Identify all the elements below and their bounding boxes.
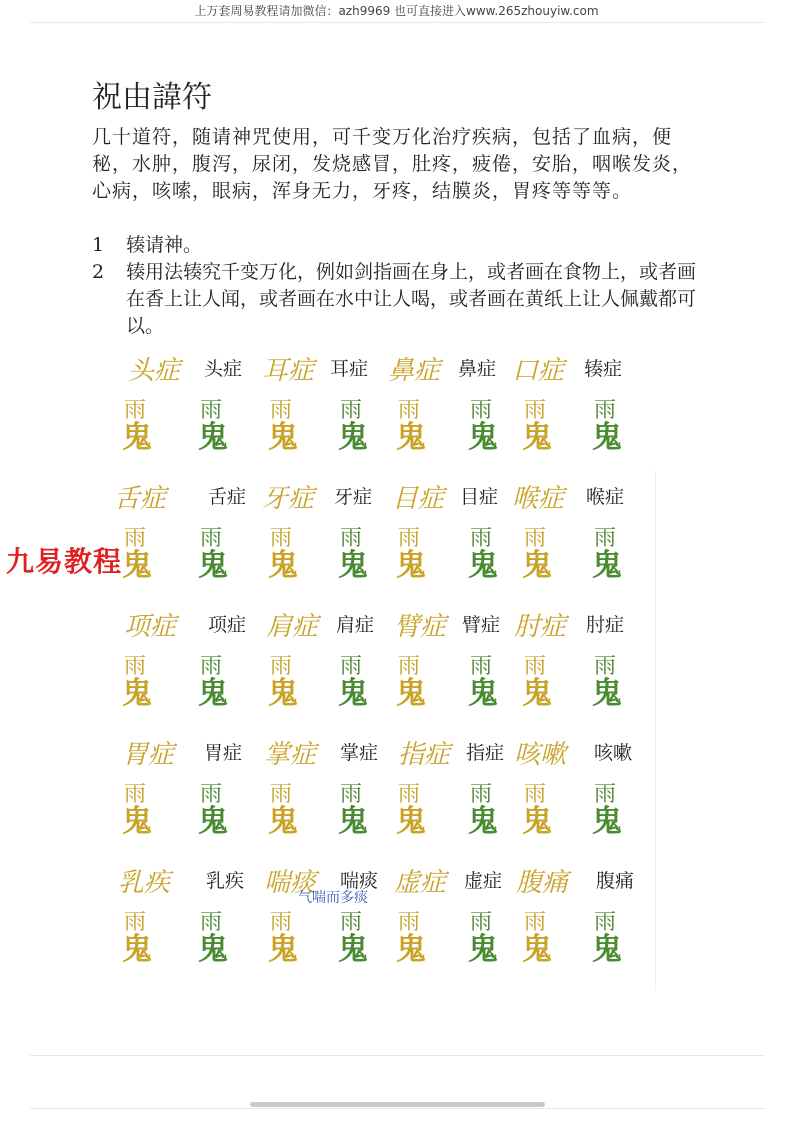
plain-label: 咳嗽 (594, 742, 633, 764)
talisman-glyph: 雨 鬼 (396, 782, 426, 839)
talisman-glyph: 雨 鬼 (338, 526, 368, 583)
charm-strip (110, 656, 655, 732)
plain-label: 耳症 (330, 358, 369, 380)
talisman-glyph: 雨 鬼 (122, 398, 152, 455)
list-item (92, 232, 707, 259)
talisman-glyph: 雨 鬼 (468, 398, 498, 455)
script-label: 头症 (128, 356, 181, 386)
list-text: 辏用法辏究千变万化，例如剑指画在身上，或者画在食物上，或者画在香上让人闻，或者画在水中让人喝，或者画在黄纸上让人佩戴都可以。 (126, 261, 697, 337)
talisman-glyph: 雨 鬼 (522, 782, 552, 839)
script-label: 指症 (398, 740, 451, 770)
script-label: 胃症 (122, 740, 175, 770)
talisman-glyph: 雨 鬼 (268, 398, 298, 455)
talisman-glyph: 雨 鬼 (198, 910, 228, 967)
talisman-glyph: 雨 鬼 (468, 526, 498, 583)
list-number: 1 (92, 234, 105, 256)
talisman-glyph: 雨 鬼 (592, 654, 622, 711)
list-number: 2 (92, 261, 105, 283)
talisman-glyph: 雨 鬼 (122, 782, 152, 839)
script-label: 耳症 (262, 356, 315, 386)
talisman-row (110, 604, 655, 732)
charm-strip (110, 784, 655, 860)
plain-label: 虚症 (464, 870, 503, 892)
divider (30, 1108, 765, 1109)
plain-label: 项症 (208, 614, 247, 636)
talisman-grid (110, 348, 655, 988)
talisman-glyph: 雨 鬼 (198, 398, 228, 455)
plain-label: 喘痰 (340, 870, 379, 892)
plain-label: 头症 (204, 358, 243, 380)
talisman-glyph: 雨 鬼 (396, 398, 426, 455)
talisman-glyph: 雨 鬼 (592, 782, 622, 839)
intro-paragraph: 几十道符，随请神咒使用，可千变万化治疗疾病，包括了血病，便秘，水肿，腹泻，尿闭，发烧感冒，肚疼，疲倦，安胎，咽喉发炎，心病，咳嗦，眼病，浑身无力，牙疼，结膜炎，胃疼等等等。 (92, 126, 693, 202)
plain-label: 肘症 (586, 614, 625, 636)
usage-list (92, 232, 707, 340)
talisman-row (110, 732, 655, 860)
script-label: 口症 (512, 356, 565, 386)
talisman-glyph: 雨 鬼 (338, 398, 368, 455)
plain-label: 鼻症 (458, 358, 497, 380)
script-label: 腹痛 (516, 868, 569, 898)
charm-strip (110, 912, 655, 988)
script-label: 肘症 (514, 612, 567, 642)
talisman-glyph: 雨 鬼 (198, 654, 228, 711)
plain-label: 腹痛 (596, 870, 635, 892)
talisman-glyph: 雨 鬼 (122, 526, 152, 583)
talisman-glyph: 雨 鬼 (268, 526, 298, 583)
talisman-glyph: 雨 鬼 (396, 910, 426, 967)
talisman-glyph: 雨 鬼 (268, 910, 298, 967)
charm-strip (110, 400, 655, 476)
list-item (92, 259, 707, 340)
talisman-glyph: 雨 鬼 (268, 782, 298, 839)
plain-label: 目症 (460, 486, 499, 508)
plain-label: 辏症 (584, 358, 623, 380)
talisman-glyph: 雨 鬼 (522, 526, 552, 583)
talisman-glyph: 雨 鬼 (468, 782, 498, 839)
plain-label: 舌症 (208, 486, 247, 508)
talisman-row (110, 860, 655, 988)
talisman-glyph: 雨 鬼 (198, 782, 228, 839)
talisman-glyph: 雨 鬼 (592, 526, 622, 583)
script-label: 舌症 (114, 484, 167, 514)
talisman-glyph: 雨 鬼 (592, 910, 622, 967)
plain-label: 胃症 (204, 742, 243, 764)
talisman-row (110, 348, 655, 476)
talisman-glyph: 雨 鬼 (338, 910, 368, 967)
talisman-glyph: 雨 鬼 (198, 526, 228, 583)
talisman-glyph: 雨 鬼 (468, 654, 498, 711)
list-text: 辏请神。 (126, 234, 203, 256)
plain-label: 肩症 (336, 614, 375, 636)
plain-label: 掌症 (340, 742, 379, 764)
script-label: 喉症 (512, 484, 565, 514)
talisman-glyph: 雨 鬼 (122, 910, 152, 967)
talisman-glyph: 雨 鬼 (268, 654, 298, 711)
plain-label: 喉症 (586, 486, 625, 508)
script-label: 目症 (392, 484, 445, 514)
talisman-glyph: 雨 鬼 (338, 654, 368, 711)
script-label: 虚症 (394, 868, 447, 898)
divider (655, 470, 656, 990)
talisman-glyph: 雨 鬼 (522, 910, 552, 967)
talisman-glyph: 雨 鬼 (522, 654, 552, 711)
plain-label: 臂症 (462, 614, 501, 636)
divider (30, 1055, 765, 1056)
talisman-glyph: 雨 鬼 (468, 910, 498, 967)
divider (30, 22, 765, 23)
plain-label: 指症 (466, 742, 505, 764)
watermark-logo: 九易教程 (6, 545, 123, 578)
charm-strip (110, 528, 655, 604)
talisman-glyph: 雨 鬼 (396, 654, 426, 711)
script-label: 臂症 (394, 612, 447, 642)
script-label: 喘痰 (264, 868, 317, 898)
script-label: 掌症 (264, 740, 317, 770)
talisman-row (110, 476, 655, 604)
script-label: 项症 (124, 612, 177, 642)
plain-label: 乳疾 (206, 870, 245, 892)
header-banner: 上万套周易教程请加微信：azh9969 也可直接进入www.265zhouyiw.com (194, 4, 599, 18)
talisman-glyph: 雨 鬼 (396, 526, 426, 583)
talisman-glyph: 雨 鬼 (522, 398, 552, 455)
page-title: 祝由諱符 (92, 80, 212, 115)
scrollbar[interactable] (250, 1102, 545, 1107)
plain-label: 牙症 (334, 486, 373, 508)
script-label: 肩症 (266, 612, 319, 642)
script-label: 咳嗽 (514, 740, 567, 770)
talisman-glyph: 雨 鬼 (592, 398, 622, 455)
talisman-glyph: 雨 鬼 (338, 782, 368, 839)
annotation-note: 气喘而多痰 (298, 890, 368, 906)
talisman-glyph: 雨 鬼 (122, 654, 152, 711)
script-label: 牙症 (262, 484, 315, 514)
script-label: 乳疾 (118, 868, 171, 898)
script-label: 鼻症 (388, 356, 441, 386)
